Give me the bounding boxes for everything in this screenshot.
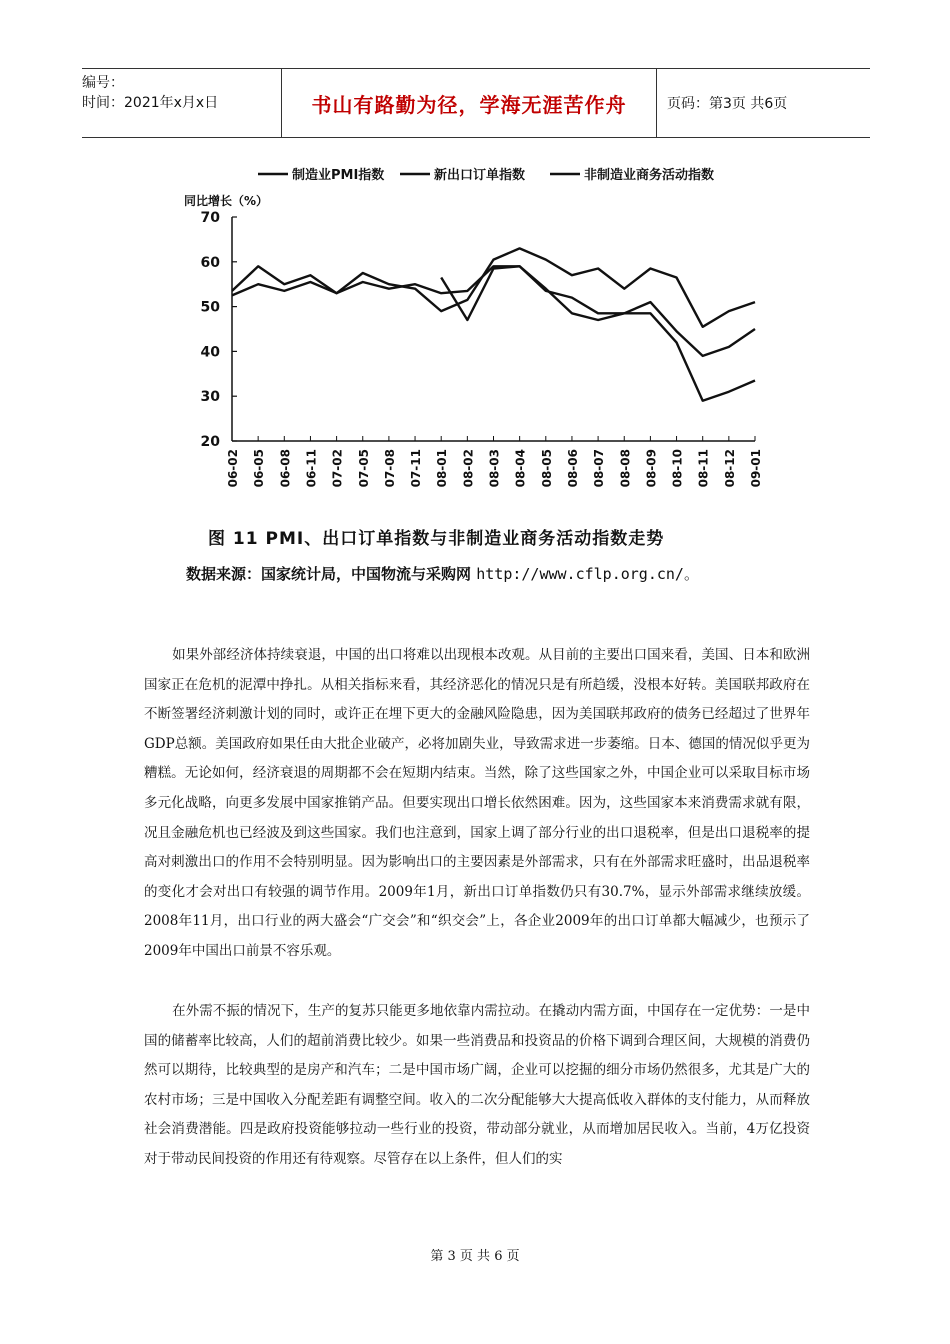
x-tick-label: 09-01 — [749, 449, 763, 488]
header-motto: 书山有路勤为径，学海无涯苦作舟 — [282, 69, 657, 137]
source-url: http://www.cflp.org.cn/。 — [476, 565, 699, 583]
doc-time-label: 时间：2021年x月x日 — [82, 95, 219, 111]
y-tick-label: 70 — [200, 210, 220, 226]
figure-caption: 图 11 PMI、出口订单指数与非制造业商务活动指数走势 — [208, 529, 665, 549]
x-tick-label: 08-04 — [513, 449, 528, 488]
y-tick-label: 50 — [200, 299, 220, 316]
x-tick-label: 08-11 — [696, 449, 711, 488]
y-tick-label: 40 — [200, 344, 220, 361]
x-tick-label: 08-05 — [539, 449, 554, 488]
x-tick-label: 06-05 — [252, 449, 267, 488]
header-page-label: 页码：第3页 共6页 — [667, 96, 788, 112]
paragraph-1 — [144, 641, 810, 967]
line-chart — [150, 155, 790, 520]
x-tick-label: 08-12 — [722, 449, 737, 488]
source-label: 数据来源：国家统计局，中国物流与采购网 — [186, 565, 472, 583]
legend-label: 非制造业商务活动指数 — [584, 168, 715, 183]
x-tick-label: 08-01 — [435, 449, 450, 488]
y-tick-label: 20 — [200, 434, 220, 450]
x-tick-label: 06-08 — [278, 449, 293, 488]
x-tick-label: 08-08 — [618, 449, 633, 488]
x-tick-label: 08-10 — [670, 449, 685, 488]
series-line — [232, 248, 755, 326]
x-tick-label: 06-11 — [304, 449, 319, 488]
figure-source — [186, 563, 699, 584]
x-tick-label: 08-07 — [592, 449, 607, 488]
legend-label: 制造业PMI指数 — [292, 168, 385, 183]
y-axis-label: 同比增长（%） — [184, 194, 269, 208]
page-footer: 第 3 页 共 6 页 — [430, 1249, 520, 1264]
paragraph-2 — [144, 997, 810, 1175]
y-tick-label: 30 — [200, 389, 220, 406]
x-tick-label: 08-02 — [461, 449, 476, 488]
paragraph-1-text: 如果外部经济体持续衰退，中国的出口将难以出现根本改观。从目前的主要出口国来看，美国、日本和欧洲国家正在危机的泥潭中挣扎。从相关指标来看，其经济恶化的情况只是有所趋缓，没根本好转。美国联邦政府在不断签署经济刺激计划的同时，或许正在埋下更大的金融风险隐患，因为美国联邦政府的债务已经超过了世界年GDP总额。美国政府如果任由大批企业破产，必将加剧失业，导致需求进一步萎缩。日本、德国的情况似乎更为糟糕。无论如何，经济衰退的周期都不会在短期内结束。当然，除了这些国家之外，中国企业可以采取目标市场多元化战略，向更多发展中国家推销产品。但要实现出口增长依然困难。因为，这些国家本来消费需求就有限，况且金融危机也已经波及到这些国家。我们也注意到，国家上调了部分行业的出口退税率，但是出口退税率的提高对刺激出口的作用不会特别明显。因为影响出口的主要因素是外部需求，只有在外部需求旺盛时，出品退税率的变化才会对出口有较强的调节作用。2009年1月，新出口订单指数仍只有30.7%，显示外部需求继续放缓。2008年11月，出口行业的两大盛会“广交会”和“织交会”上，各企业2009年的出口订单都大幅减少，也预示了2009年中国出口前景不容乐观。 — [144, 647, 810, 959]
doc-number-label: 编号： — [82, 75, 124, 91]
legend-label: 新出口订单指数 — [434, 168, 526, 183]
y-tick-label: 60 — [200, 254, 220, 271]
x-tick-label: 08-03 — [487, 449, 502, 488]
header-table — [82, 68, 870, 138]
series-line — [441, 266, 755, 400]
x-tick-label: 07-02 — [330, 449, 345, 488]
x-tick-label: 07-08 — [382, 449, 397, 488]
x-tick-label: 08-09 — [644, 449, 659, 488]
x-tick-label: 06-02 — [226, 449, 240, 488]
x-tick-label: 07-11 — [409, 449, 424, 488]
x-tick-label: 07-05 — [356, 449, 371, 488]
header-meta — [82, 69, 282, 137]
x-tick-label: 08-06 — [565, 449, 580, 488]
paragraph-2-text: 在外需不振的情况下，生产的复苏只能更多地依靠内需拉动。在撬动内需方面，中国存在一定优势：一是中国的储蓄率比较高，人们的超前消费比较少。如果一些消费品和投资品的价格下调到合理区间，大规模的消费仍然可以期待，比较典型的是房产和汽车；二是中国市场广阔，企业可以挖掘的细分市场仍然很多，尤其是广大的农村市场；三是中国收入分配差距有调整空间。收入的二次分配能够大大提高低收入群体的支付能力，从而释放社会消费潜能。四是政府投资能够拉动一些行业的投资，带动部分就业，从而增加居民收入。当前，4万亿投资对于带动民间投资的作用还有待观察。尽管存在以上条件，但人们的实 — [144, 1003, 810, 1167]
